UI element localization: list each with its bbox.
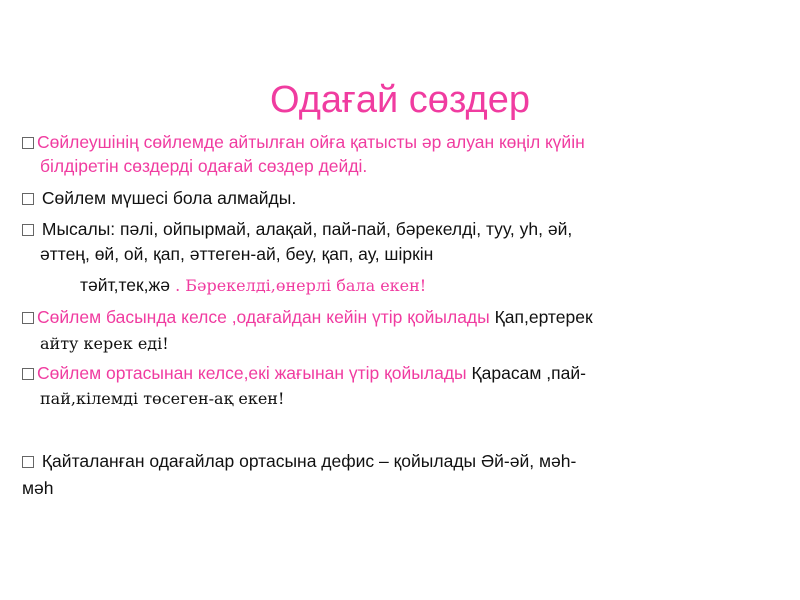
- definition-text-1: Сөйлеушінің сөйлемде айтылған ойға қатысты әр алуан көңіл күйін: [37, 132, 585, 152]
- paragraph-4-line-1: [22, 306, 593, 328]
- paragraph-3-line-1: [22, 218, 572, 240]
- paragraph-5-line-1: [22, 362, 586, 384]
- rule-text-2: Сөйлем мүшесі бола алмайды.: [37, 188, 297, 208]
- paragraph-4-line-2: айту керек еді!: [40, 334, 169, 353]
- paragraph-5-line-2: пай,кілемді төсеген-ақ екен!: [40, 389, 285, 408]
- rule-text-5: Сөйлем ортасынан келсе,екі жағынан үтір қойылады: [37, 363, 467, 383]
- bullet-icon: [22, 137, 34, 149]
- paragraph-6-line-1: [22, 450, 576, 472]
- paragraph-2-line-1: [22, 187, 296, 209]
- paragraph-1-line-2: білдіретін сөздерді одағай сөздер дейді.: [40, 156, 368, 176]
- examples-text-3: тәйт,тек,жә: [80, 275, 170, 295]
- bullet-icon: [22, 224, 34, 236]
- example-sentence-2a: Қап,ертерек: [489, 307, 593, 327]
- bullet-icon: [22, 193, 34, 205]
- bullet-icon: [22, 312, 34, 324]
- rule-text-6: Қайталанған одағайлар ортасына дефис – қойылады Әй-әй, мәһ-: [37, 451, 577, 471]
- paragraph-6-line-2: мәһ: [22, 478, 54, 498]
- bullet-icon: [22, 368, 34, 380]
- slide-title: Одағай сөздер: [270, 79, 530, 121]
- bullet-icon: [22, 456, 34, 468]
- example-sentence-1: . Бәрекелді,өнерлі бала екен!: [169, 276, 427, 295]
- rule-text-4: Сөйлем басында келсе ,одағайдан кейін үтір қойылады: [37, 307, 490, 327]
- paragraph-3-line-3: [80, 274, 426, 297]
- examples-text-1: Мысалы: пәлі, ойпырмай, алақай, пай-пай, бәрекелді, туу, уһ, әй,: [37, 219, 573, 239]
- example-sentence-3a: Қарасам ,пай-: [466, 363, 586, 383]
- paragraph-3-line-2: әттең, өй, ой, қап, әттеген-ай, беу, қап, ау, шіркін: [40, 244, 434, 264]
- paragraph-1-line-1: [22, 131, 585, 153]
